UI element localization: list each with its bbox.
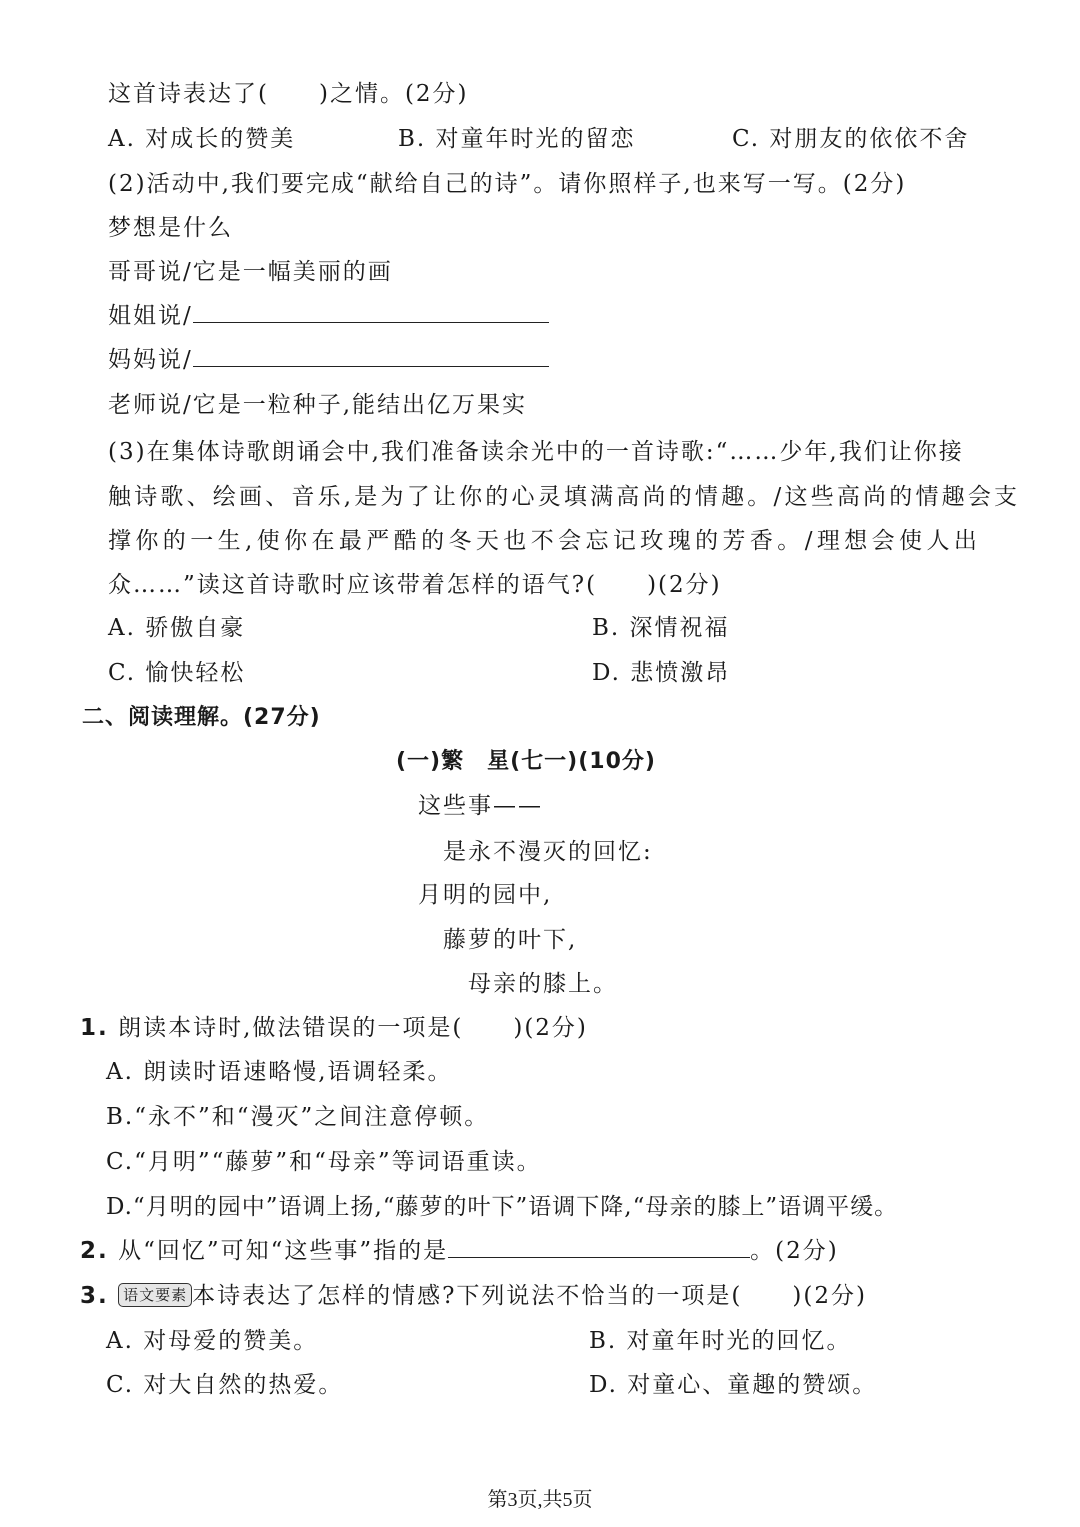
option-c: C. 对朋友的依依不舍 [732, 126, 970, 152]
question-stem: 朗读本诗时,做法错误的一项是( )(2分) [118, 1015, 588, 1041]
question-number: 3. [80, 1283, 109, 1309]
poem-line-with-blank [108, 300, 549, 332]
option-d: D. 对童心、童趣的赞颂。 [589, 1372, 878, 1398]
poem-title: 梦想是什么 [108, 215, 233, 241]
question-stem: (2)活动中,我们要完成“献给自己的诗”。请你照样子,也来写一写。(2分) [108, 171, 907, 197]
option-c: C.“月明”“藤萝”和“母亲”等词语重读。 [106, 1149, 542, 1175]
poem-line: 是永不漫灭的回忆: [443, 839, 653, 865]
page-number: 第3页,共5页 [487, 1489, 593, 1511]
question-1 [80, 1012, 588, 1044]
option-b: B. 深情祝福 [592, 615, 730, 641]
question-score: 。(2分) [750, 1238, 839, 1264]
option-a: A. 朗读时语速略慢,语调轻柔。 [106, 1059, 453, 1085]
poem-line-prefix: 妈妈说/ [108, 347, 193, 373]
option-b: B. 对童年时光的留恋 [398, 126, 636, 152]
poem-line: 藤萝的叶下, [443, 927, 578, 953]
option-c: C. 对大自然的热爱。 [106, 1372, 344, 1398]
answer-blank[interactable] [448, 1235, 750, 1258]
answer-blank[interactable] [193, 300, 549, 323]
option-b: B. 对童年时光的回忆。 [589, 1328, 852, 1354]
question-stem: 从“回忆”可知“这些事”指的是 [118, 1238, 449, 1264]
question-stem-line: 触诗歌、绘画、音乐,是为了让你的心灵填满高尚的情趣。/这些高尚的情趣会支 [108, 484, 1021, 510]
option-a: A. 骄傲自豪 [108, 615, 246, 641]
category-badge: 语文要素 [118, 1283, 192, 1307]
answer-blank[interactable] [193, 344, 549, 367]
poem-line: 老师说/它是一粒种子,能结出亿万果实 [108, 392, 528, 418]
question-stem-line: 众……”读这首诗歌时应该带着怎样的语气?( )(2分) [108, 572, 722, 598]
poem-line-with-blank [108, 344, 549, 376]
option-d: D.“月明的园中”语调上扬,“藤萝的叶下”语调下降,“母亲的膝上”语调平缓。 [106, 1194, 899, 1220]
question-2 [80, 1235, 839, 1267]
poem-line: 月明的园中, [418, 882, 553, 908]
option-a: A. 对母爱的赞美。 [106, 1328, 319, 1354]
question-stem-line: 撑你的一生,使你在最严酷的冬天也不会忘记玫瑰的芳香。/理想会使人出 [108, 528, 982, 554]
option-b: B.“永不”和“漫灭”之间注意停顿。 [106, 1104, 490, 1130]
question-stem: 这首诗表达了( )之情。(2分) [108, 81, 469, 107]
poem-line: 哥哥说/它是一幅美丽的画 [108, 259, 393, 285]
question-3 [80, 1280, 867, 1312]
poem-line: 母亲的膝上。 [468, 971, 618, 997]
question-number: 1. [80, 1015, 109, 1041]
option-d: D. 悲愤激昂 [592, 660, 731, 686]
question-stem: 本诗表达了怎样的情感?下列说法不恰当的一项是( )(2分) [192, 1283, 867, 1309]
question-number: 2. [80, 1238, 109, 1264]
sub-heading: (一)繁 星(七一)(10分) [396, 749, 656, 774]
section-heading: 二、阅读理解。(27分) [82, 705, 321, 730]
poem-line: 这些事—— [418, 793, 543, 819]
poem-line-prefix: 姐姐说/ [108, 303, 193, 329]
option-c: C. 愉快轻松 [108, 660, 246, 686]
question-stem-line: (3)在集体诗歌朗诵会中,我们准备读余光中的一首诗歌:“……少年,我们让你接 [108, 439, 964, 465]
option-a: A. 对成长的赞美 [108, 126, 296, 152]
